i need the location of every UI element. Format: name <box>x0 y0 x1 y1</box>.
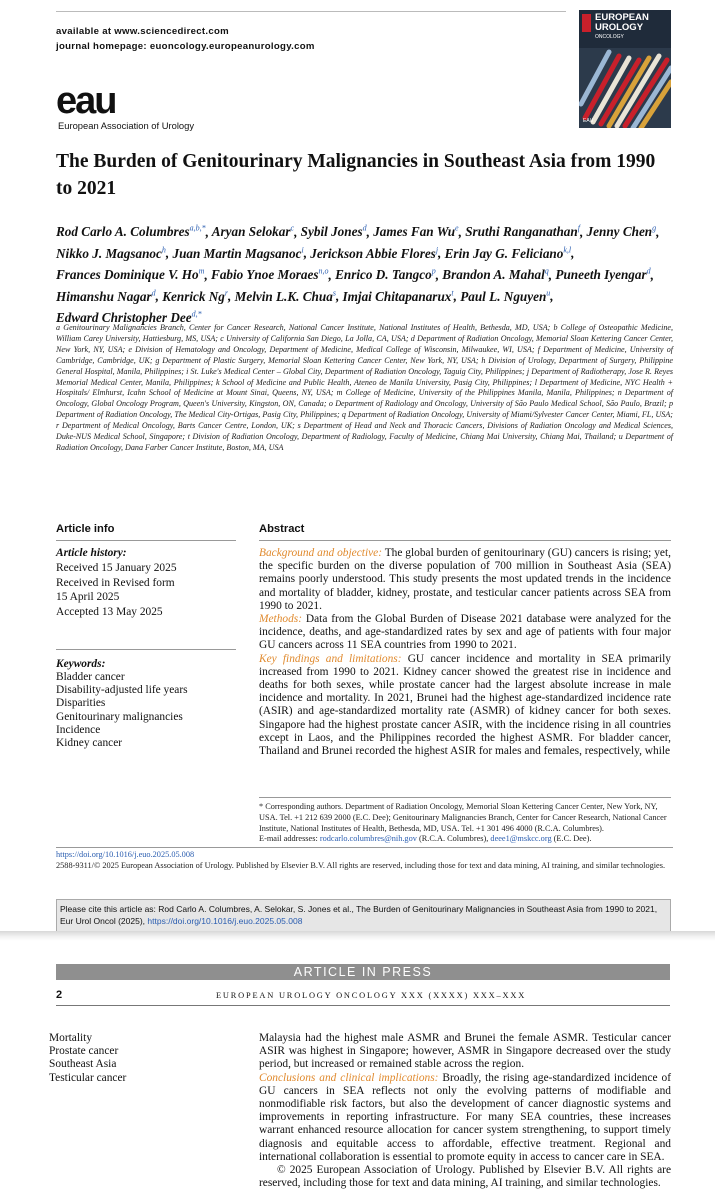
author[interactable] <box>56 267 204 282</box>
keywords-list <box>56 671 188 750</box>
author-affiliation-marker[interactable]: h <box>161 245 166 255</box>
abstract-rule <box>259 540 671 541</box>
author-name: Kenrick Ng <box>162 288 225 304</box>
author-name: Edward Christopher Dee <box>56 309 192 325</box>
author[interactable] <box>56 246 166 261</box>
methods-text: Data from the Global Burden of Disease 2021 database were analyzed for the incidence, deaths, and age-standardized rates by sex and age of patients with four major GU cancers across 11 SEA countries from 1990 to 2021. <box>259 613 671 652</box>
keyword: Kidney cancer <box>56 737 123 750</box>
running-head-rule <box>56 1005 670 1006</box>
page-number: 2 <box>56 989 63 1001</box>
findings-text: GU cancer incidence and mortality in SEA primarily increased from 1990 to 2021. Kidney cancer showed the greatest rise in incidence and deaths for both sexes, while prostate cancer had the largest absolute increase in male incidence and mortality. In 2021, Brunei had the highest age-standardized incidence rate (ASIR) and age-standardized mortality rate (ASMR) of kidney cancer for both sexes. Singapore had the highest prostate cancer ASIR, with the incidence rising in all countries except in Laos, and the Philippines recorded the highest ASMR. For bladder cancer, Thailand and Brunei recorded the highest ASIR for males and females, respectively, while <box>259 652 671 758</box>
author-name: Nikko J. Magsanoc <box>56 245 162 261</box>
cover-artwork <box>579 48 671 128</box>
author-affiliation-marker[interactable]: c <box>290 224 295 233</box>
author-affiliation-marker[interactable]: e <box>455 224 459 233</box>
copyright-notice: 2588-9311/© 2025 European Association of Urology. Published by Elsevier B.V. All rights are reserved, including those for text and data mining, AI training, and similar technologies. <box>56 860 666 870</box>
keyword: Mortality <box>49 1032 93 1044</box>
author-affiliation-marker[interactable]: q <box>544 266 549 276</box>
email-label: E-mail addresses: <box>259 834 318 844</box>
author-list: Rod Carlo A. Columbres$^{a,b,*}$, Aryan Selokar$^c$, Sybil Jones$^d$, James Fan Wu$^e$, Sruthi Ranganathan$^f$, Jenny Chen$^g$, Nikko J. Magsanoc$^h$, Juan Martin Magsanoc$^i$, Jerickson Abbie Flores$^j$, Erin Jay G. Feliciano$^{k,l}$, Frances Dominique V. Ho$^m$, Fabio Ynoe Moraes$^{n,o}$, Enrico D. Tangco$^p$, Brandon A. Mahal$^q$, Puneeth Iyengar$^d$, Himanshu Nagar$^d$, Kenrick Ng$^r$, Melvin L.K. Chua$^s$, Imjai Chitapanarux$^t$, Paul L. Nguyen$^u$, Edward Christopher Dee$^{d,*}$ <box>56 224 660 325</box>
author-name: Erin Jay G. Feliciano <box>444 245 564 261</box>
eau-logo-mark: eau <box>56 80 116 122</box>
keyword: Testicular cancer <box>49 1071 127 1084</box>
abstract-copyright: © 2025 European Association of Urology. Published by Elsevier B.V. All rights are reserved, including those for text and data mining, AI training, and similar technologies. <box>259 1164 671 1190</box>
author[interactable] <box>460 289 550 304</box>
author-affiliation-marker[interactable]: i <box>301 245 304 255</box>
author-affiliation-marker[interactable]: a,b,* <box>189 224 206 233</box>
author-name: Brandon A. Mahal <box>442 267 545 283</box>
background-text: The global burden of genitourinary (GU) cancers is rising; yet, the specific burden on the diverse population of 700 million in Southeast Asia (SEA) remains poorly understood. This study presents the most updated trends in the incidence and mortality of bladder, kidney, prostate, and testicular cancer patients across SEA from 1990 to 2021. <box>259 547 671 612</box>
author-name: Aryan Selokar <box>211 224 291 240</box>
keywords-label: Keywords: <box>56 658 106 670</box>
author[interactable] <box>343 289 454 304</box>
cover-title-line2: UROLOGY <box>595 22 644 33</box>
article-title: The Burden of Genitourinary Malignancies in Southeast Asia from 1990 to 2021 <box>56 151 656 199</box>
email-owner: (E.C. Dee). <box>553 834 592 844</box>
methods-label: Methods: <box>259 613 303 626</box>
author[interactable] <box>56 289 156 304</box>
author-affiliation-marker[interactable]: u <box>546 288 551 298</box>
cover-red-bar <box>582 14 591 32</box>
article-history <box>56 561 177 619</box>
author-affiliation-marker[interactable]: d <box>362 224 367 233</box>
running-head: EUROPEAN UROLOGY ONCOLOGY XXX (XXXX) XXX–XXX <box>216 991 527 1000</box>
author-affiliation-marker[interactable]: r <box>224 288 229 298</box>
author[interactable] <box>442 267 549 282</box>
conclusions-text: Broadly, the rising age-standardized incidence of GU cancers in SEA reflects not only the evolving patterns of modifiable and nonmodifiable risk factors, but also the development of cancer diagnostic systems and improvements in reporting infrastructure. For many SEA countries, these increases warrant enhanced resource allocation for cancer system strengthening, to support timely diagnosis and equitable access to affordable, effective treatment. Regional and international collaboration is essential to promote equity in access to cancer care in SEA. <box>259 1071 671 1163</box>
citation-box <box>56 899 671 933</box>
correspondence-footnote <box>259 802 671 845</box>
keyword: Incidence <box>56 723 101 736</box>
author-affiliation-marker[interactable]: k,l <box>563 245 572 255</box>
correspondence-text: * Corresponding authors. Department of Radiation Oncology, Memorial Sloan Kettering Cancer Center, New York, NY, USA. Tel. +1 212 639 2000 (E.C. Dee); Genitourinary Malignancies Branch, Center for Cancer Research, National Cancer Institute, National Institutes of Health, Bethesda, MD, USA. Tel. +1 301 496 4000 (R.C.A. Columbres). <box>259 802 667 833</box>
author[interactable] <box>211 267 328 282</box>
author-name: Rod Carlo A. Columbres <box>56 224 190 240</box>
page-separator <box>0 931 715 941</box>
cover-title-line3: ONCOLOGY <box>595 34 624 40</box>
author-affiliation-marker[interactable]: d <box>646 266 651 276</box>
doi-block <box>56 850 666 872</box>
author[interactable] <box>465 224 580 239</box>
author[interactable] <box>301 224 367 239</box>
journal-cover-image[interactable] <box>579 10 671 128</box>
keyword: Bladder cancer <box>56 671 125 683</box>
author-name: Jenny Chen <box>586 224 653 240</box>
cover-masthead <box>579 10 671 48</box>
author-name: Enrico D. Tangco <box>335 267 432 283</box>
keyword: Disability-adjusted life years <box>56 684 188 697</box>
author-name: Himanshu Nagar <box>56 288 152 304</box>
author-affiliation-marker[interactable]: t <box>451 288 454 298</box>
history-line: Received 15 January 2025 <box>56 562 177 574</box>
keywords-continued <box>49 1032 126 1085</box>
email-line <box>259 834 671 845</box>
author[interactable] <box>445 246 571 261</box>
email-link-dee[interactable]: deee1@mskcc.org <box>490 834 552 844</box>
eau-logo-text: European Association of Urology <box>58 120 195 131</box>
findings-label: Key findings and limitations: <box>259 652 402 665</box>
article-info-rule <box>56 540 236 541</box>
cover-title-line1: EUROPEAN <box>595 12 649 23</box>
email-owner: (R.C.A. Columbres), <box>418 834 489 844</box>
keyword: Disparities <box>56 697 106 710</box>
author-name: Puneeth Iyengar <box>555 267 647 283</box>
author-affiliation-marker[interactable]: p <box>431 266 436 276</box>
author[interactable] <box>56 224 206 239</box>
available-at-link[interactable]: available at www.sciencedirect.com <box>56 26 230 37</box>
article-in-press-banner: ARTICLE IN PRESS <box>56 964 670 980</box>
cover-footer-logo: EAU <box>583 118 594 124</box>
doi-link[interactable]: https://doi.org/10.1016/j.euo.2025.05.008 <box>56 850 195 859</box>
author-name: Juan Martin Magsanoc <box>172 245 302 261</box>
author-name: Melvin L.K. Chua <box>234 288 333 304</box>
author-affiliation-marker[interactable]: f <box>577 224 580 233</box>
author-affiliation-marker[interactable]: g <box>652 224 657 233</box>
author-name: Sruthi Ranganathan <box>465 224 578 240</box>
author[interactable] <box>162 289 228 304</box>
eau-logo[interactable] <box>56 80 216 134</box>
author-name: Imjai Chitapanarux <box>342 288 452 304</box>
keywords-rule <box>56 649 236 650</box>
background-label: Background and objective: <box>259 547 383 559</box>
author[interactable] <box>555 267 650 282</box>
header-rule <box>56 11 566 12</box>
history-line: Received in Revised form <box>56 576 175 589</box>
keyword: Prostate cancer <box>49 1045 119 1058</box>
author-name: Paul L. Nguyen <box>460 288 547 304</box>
author[interactable] <box>373 224 458 239</box>
abstract-heading: Abstract <box>259 523 305 535</box>
history-line: 15 April 2025 <box>56 591 120 603</box>
author-affiliation-marker[interactable]: d,* <box>191 309 202 319</box>
author-affiliation-marker[interactable]: d <box>151 288 156 298</box>
article-info-heading: Article info <box>56 523 115 535</box>
conclusions-label: Conclusions and clinical implications: <box>259 1071 439 1084</box>
email-link-columbres[interactable]: rodcarlo.columbres@nih.gov <box>319 834 417 844</box>
author-affiliation-marker[interactable]: m <box>198 266 205 276</box>
author[interactable] <box>172 246 303 261</box>
abstract-continued <box>259 1032 671 1190</box>
citation-body: Please cite this article as: Rod Carlo A. Columbres, A. Selokar, S. Jones et al., The Burden of Genitourinary Malignancies in Southeast Asia from 1990 to 2021, Eur Urol Oncol (2025), <box>60 904 658 926</box>
author[interactable] <box>310 246 438 261</box>
author[interactable] <box>587 224 657 239</box>
article-history-label: Article history: <box>56 547 127 559</box>
keyword: Southeast Asia <box>49 1058 117 1071</box>
author-affiliation-marker[interactable]: n,o <box>318 266 329 276</box>
author[interactable] <box>335 267 436 282</box>
footnote-rule <box>259 797 671 798</box>
abstract-body <box>259 547 671 758</box>
author[interactable] <box>235 289 336 304</box>
citation-doi-link[interactable]: https://doi.org/10.1016/j.euo.2025.05.008 <box>147 915 303 926</box>
journal-homepage-link[interactable]: journal homepage: euoncology.europeanurology.com <box>56 41 315 52</box>
affiliations: a Genitourinary Malignancies Branch, Center for Cancer Research, National Cancer Institute, National Institutes of Health, Bethesda, MD, USA; b College of Osteopathic Medicine, William Carey University, Hattiesburg, MS, USA; c University of California San Diego, La Jolla, CA, USA; d Department of Radiation Oncology, Memorial Sloan Kettering Cancer Center, New York, NY, USA; e Division of Hematology and Oncology, Department of Medicine, Medical College of Wisconsin, Milwaukee, WI, USA; f Department of Medicine, University of Cambridge, Cambridge, UK; g Department of Plastic Surgery, Memorial Sloan Kettering Cancer Center, New York, NY, USA; h Division of Urology, Department of Surgery, Philippine General Hospital, Manila, Philippines; i St. Luke's Medical Center – Global City, Department of Radiation Oncology, Taguig City, Philippines; j Department of Radiotherapy, Jose R. Reyes Memorial Medical Center, Manila, Philippines; k School of Medicine and Public Health, Ateneo de Manila University, Pasig City, Philippines; l Department of Medicine, NYC Health + Hospitals/ Elmhurst, Icahn School of Medicine at Mount Sinai, Queens, NY, USA; m College of Medicine, University of the Philippines Manila, Manila, Philippines; n Department of Oncology, Global Oncology Program, Queen's University, Kingston, ON, Canada; o Department of Radiology and Oncology, University of São Paulo Medical School, São Paulo, Brazil; p Department of Radiation Oncology, The Medical City-Ortigas, Pasig City, Philippines; q Department of Radiation Oncology, University of Miami/Sylvester Cancer Center, Miami, FL, USA; r Department of Medical Oncology, Barts Cancer Centre, London, UK; s Department of Head and Neck and Thoracic Cancers, Divisions of Radiation Oncology and Medical Sciences, Duke-NUS Medical School, Singapore; t Division of Radiation Oncology, Department of Radiology, Faculty of Medicine, Chiang Mai University, Chiang Mai, Thailand; u Department of Radiation Oncology, Dana Farber Cancer Institute, Boston, MA, USA <box>56 323 673 452</box>
citation-text <box>60 904 665 927</box>
author[interactable] <box>212 224 294 239</box>
author-name: Fabio Ynoe Moraes <box>211 267 319 283</box>
author-name: Frances Dominique V. Ho <box>56 267 199 283</box>
doi-rule <box>56 847 673 848</box>
keyword: Genitourinary malignancies <box>56 710 183 723</box>
author-name: Jerickson Abbie Flores <box>310 245 436 261</box>
author-name: Sybil Jones <box>300 224 363 240</box>
author-affiliation-marker[interactable]: s <box>332 288 336 298</box>
author-affiliation-marker[interactable]: j <box>435 245 439 255</box>
author-name: James Fan Wu <box>373 224 456 240</box>
history-line: Accepted 13 May 2025 <box>56 605 163 618</box>
continued-text: Malaysia had the highest male ASMR and Brunei the female ASMR. Testicular cancer ASIR was highest in Singapore; however, ASMR in Singapore decreased over the study period, but increased or remained stable across the region. <box>259 1032 671 1071</box>
